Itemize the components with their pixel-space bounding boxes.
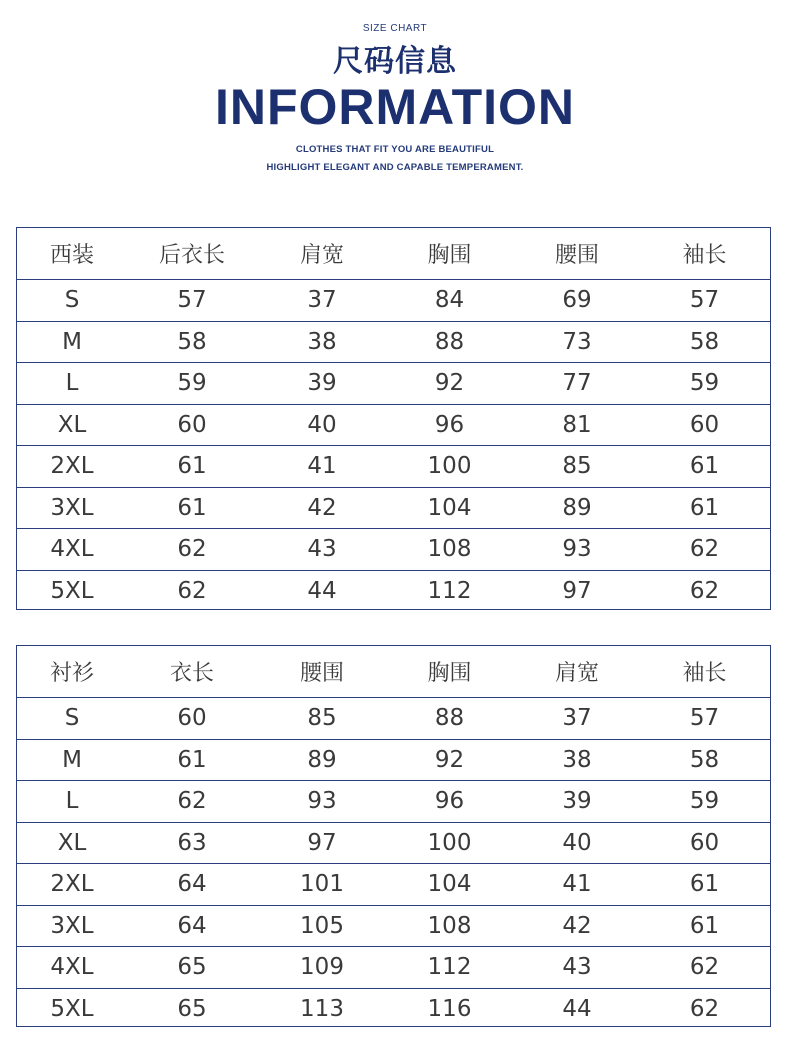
size-chart-label: SIZE CHART <box>362 23 428 34</box>
table-cell: 41 <box>307 453 337 480</box>
table-cell: 73 <box>562 328 592 355</box>
table-cell: 92 <box>434 370 465 397</box>
table-cell: XL <box>57 411 87 438</box>
table-cell: 81 <box>562 411 592 438</box>
table-row <box>17 906 770 948</box>
table-cell: 112 <box>427 578 472 605</box>
table-cell: 43 <box>307 536 337 563</box>
table-cell: XL <box>57 829 87 856</box>
table-cell: 62 <box>689 954 720 981</box>
table-cell: 59 <box>689 788 720 815</box>
table-cell: 62 <box>689 996 720 1023</box>
header-cell: 袖长 <box>682 243 727 268</box>
table-cell: 100 <box>427 453 472 480</box>
table-cell: 108 <box>427 912 472 939</box>
table-cell: 63 <box>177 829 207 856</box>
header-cell: 西装 <box>49 243 94 268</box>
table-cell: 39 <box>307 370 337 397</box>
table-cell: 93 <box>307 788 337 815</box>
header-cell: 肩宽 <box>554 661 599 686</box>
table-cell: 3XL <box>50 494 94 521</box>
table-cell: 44 <box>307 578 337 605</box>
table-cell: 42 <box>307 494 337 521</box>
table-row <box>17 280 770 322</box>
header-cell: 胸围 <box>427 661 472 686</box>
table-cell: 2XL <box>50 453 94 480</box>
page-title: INFORMATION <box>214 79 576 135</box>
table-cell: 37 <box>307 287 337 314</box>
table-cell: 39 <box>562 788 592 815</box>
table-cell: M <box>62 328 82 355</box>
page-header <box>0 0 790 200</box>
table-cell: 60 <box>689 411 720 438</box>
table-cell: 61 <box>177 494 207 521</box>
table-row <box>17 740 770 782</box>
table-cell: 69 <box>562 287 592 314</box>
table-cell: 85 <box>307 705 337 732</box>
table-cell: 59 <box>177 370 207 397</box>
table-cell: 105 <box>300 912 344 939</box>
table-cell: 100 <box>427 829 472 856</box>
table-row <box>17 823 770 865</box>
table-cell: 84 <box>434 287 465 314</box>
table-cell: 89 <box>562 494 592 521</box>
table-row <box>17 405 770 447</box>
header-cell: 胸围 <box>427 243 472 268</box>
chinese-title: 尺码信息 <box>333 44 457 79</box>
table-cell: 5XL <box>50 578 94 605</box>
header-cell: 腰围 <box>554 243 599 268</box>
table-cell: 101 <box>300 871 344 898</box>
tagline-line-1: CLOTHES THAT FIT YOU ARE BEAUTIFUL <box>295 144 495 155</box>
table-cell: 89 <box>307 746 337 773</box>
table-row <box>17 864 770 906</box>
table-cell: 62 <box>177 578 207 605</box>
table-cell: 93 <box>562 536 592 563</box>
table-cell: 40 <box>307 411 337 438</box>
table-cell: 38 <box>562 746 592 773</box>
table-cell: 59 <box>689 370 720 397</box>
table-cell: 41 <box>562 871 592 898</box>
table-cell: 64 <box>177 871 207 898</box>
table-cell: 112 <box>427 954 472 981</box>
table-cell: 61 <box>177 746 207 773</box>
table-cell: 62 <box>177 788 207 815</box>
table-row <box>17 698 770 740</box>
header-cell: 后衣长 <box>158 243 225 268</box>
table-cell: 58 <box>689 746 720 773</box>
table-cell: 57 <box>689 705 720 732</box>
table-cell: 104 <box>427 871 472 898</box>
table-cell: M <box>62 746 82 773</box>
table-cell: 88 <box>434 328 465 355</box>
table-cell: 96 <box>434 411 465 438</box>
table-cell: 92 <box>434 746 465 773</box>
table-cell: 38 <box>307 328 337 355</box>
table-row <box>17 947 770 989</box>
table-cell: 58 <box>177 328 207 355</box>
table-cell: 62 <box>689 578 720 605</box>
table-cell: 77 <box>562 370 592 397</box>
header-cell: 肩宽 <box>299 243 344 268</box>
table-cell: L <box>65 788 79 815</box>
header-cell: 衬衫 <box>49 661 94 686</box>
suit-size-table <box>16 227 771 610</box>
table-cell: 60 <box>177 705 207 732</box>
table-cell: 43 <box>562 954 592 981</box>
table-cell: 5XL <box>50 996 94 1023</box>
table-cell: 58 <box>689 328 720 355</box>
table-cell: 65 <box>177 954 207 981</box>
table-cell: 85 <box>562 453 592 480</box>
table-row <box>17 446 770 488</box>
header-cell: 袖长 <box>682 661 727 686</box>
table-cell: S <box>64 705 80 732</box>
table-cell: 61 <box>177 453 207 480</box>
table-row <box>17 781 770 823</box>
table-cell: 4XL <box>50 954 94 981</box>
table-cell: 64 <box>177 912 207 939</box>
table-cell: 96 <box>434 788 465 815</box>
header-cell: 衣长 <box>169 661 214 686</box>
table-row <box>17 363 770 405</box>
table-cell: 44 <box>562 996 592 1023</box>
table-cell: 61 <box>689 912 720 939</box>
table-cell: 40 <box>562 829 592 856</box>
table-header-row <box>17 646 770 698</box>
table-cell: 97 <box>307 829 337 856</box>
tagline-line-2: HIGHLIGHT ELEGANT AND CAPABLE TEMPERAMENT. <box>266 162 524 173</box>
table-cell: 57 <box>689 287 720 314</box>
table-cell: 60 <box>177 411 207 438</box>
table-cell: 42 <box>562 912 592 939</box>
table-cell: 108 <box>427 536 472 563</box>
table-cell: 2XL <box>50 871 94 898</box>
table-cell: 4XL <box>50 536 94 563</box>
table-cell: 97 <box>562 578 592 605</box>
shirt-size-table <box>16 645 771 1027</box>
table-cell: 37 <box>562 705 592 732</box>
table-cell: 61 <box>689 494 720 521</box>
table-cell: 61 <box>689 453 720 480</box>
header-cell: 腰围 <box>299 661 344 686</box>
table-row <box>17 529 770 571</box>
table-cell: 65 <box>177 996 207 1023</box>
table-cell: 61 <box>689 871 720 898</box>
table-cell: S <box>64 287 80 314</box>
table-cell: 57 <box>177 287 207 314</box>
table-cell: 113 <box>300 996 344 1023</box>
table-row <box>17 322 770 364</box>
table-row <box>17 989 770 1031</box>
table-cell: 116 <box>427 996 472 1023</box>
table-cell: 3XL <box>50 912 94 939</box>
table-row <box>17 488 770 530</box>
table-cell: 104 <box>427 494 472 521</box>
table-cell: L <box>65 370 79 397</box>
table-cell: 60 <box>689 829 720 856</box>
table-row <box>17 571 770 613</box>
table-cell: 62 <box>177 536 207 563</box>
table-cell: 109 <box>300 954 344 981</box>
table-cell: 88 <box>434 705 465 732</box>
table-header-row <box>17 228 770 280</box>
table-cell: 62 <box>689 536 720 563</box>
